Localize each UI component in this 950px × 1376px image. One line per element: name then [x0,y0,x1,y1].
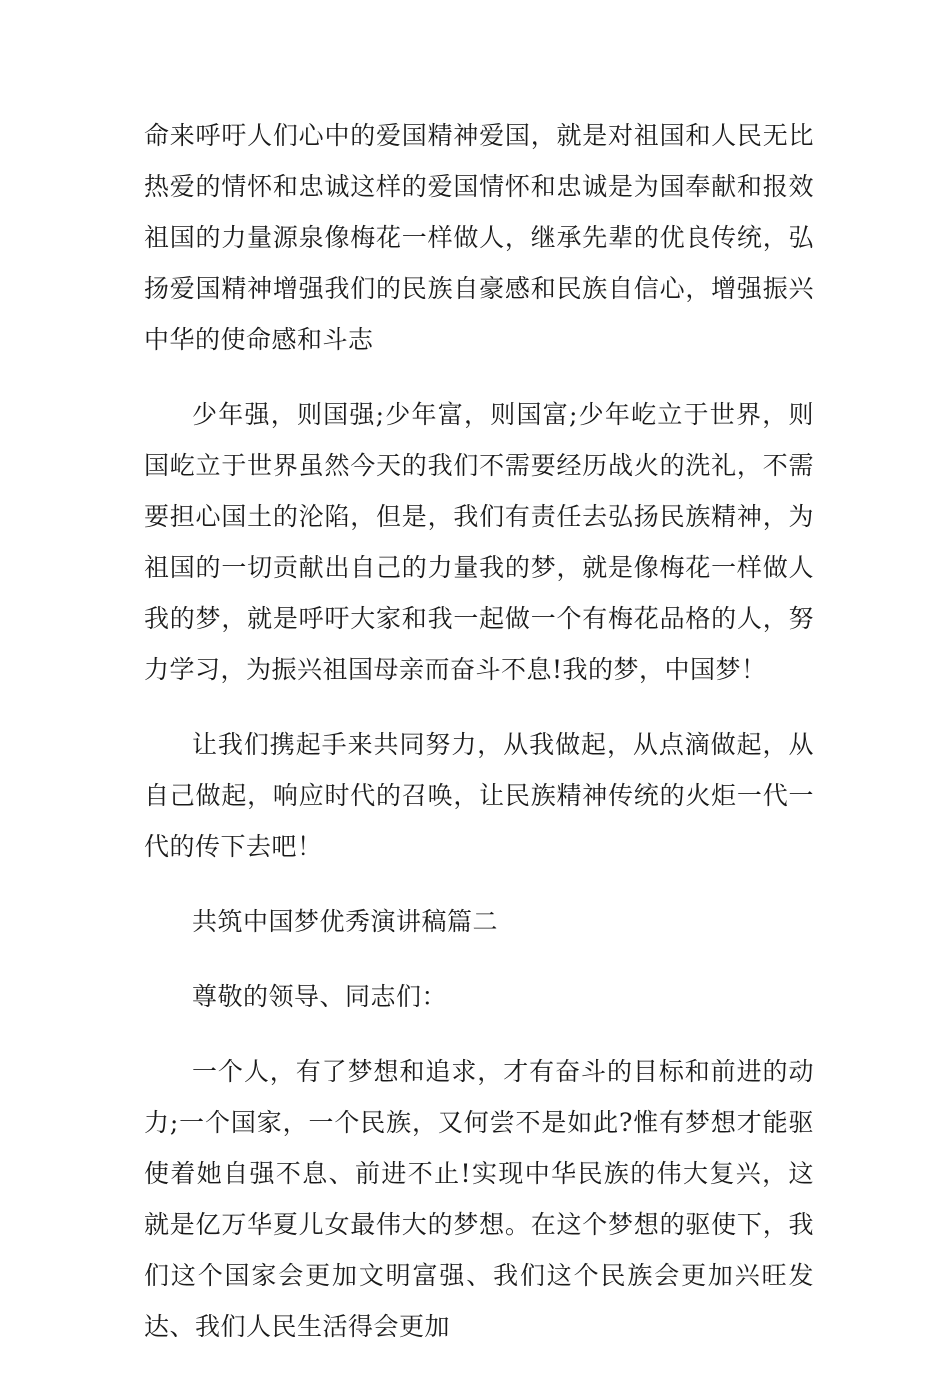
document-body [144,110,814,1376]
paragraph-dream: 一个人，有了梦想和追求，才有奋斗的目标和前进的动力;一个国家，一个民族，又何尝不是如此?惟有梦想才能驱使着她自强不息、前进不止!实现中华民族的伟大复兴，这就是亿万华夏儿女最伟大的梦想。在这个梦想的驱使下，我们这个国家会更加文明富强、我们这个民族会更加兴旺发达、我们人民生活得会更加 [144,1057,814,1341]
salutation: 尊敬的领导、同志们： [192,982,448,1011]
paragraph-continuation: 命来呼吁人们心中的爱国精神爱国，就是对祖国和人民无比热爱的情怀和忠诚这样的爱国情怀和忠诚是为国奉献和报效祖国的力量源泉像梅花一样做人，继承先辈的优良传统，弘扬爱国精神增强我们的民族自豪感和民族自信心，增强振兴中华的使命感和斗志 [144,121,814,354]
section-title: 共筑中国梦优秀演讲稿篇二 [192,907,499,936]
paragraph-call-to-action: 让我们携起手来共同努力，从我做起，从点滴做起，从自己做起，响应时代的召唤，让民族精神传统的火炬一代一代的传下去吧！ [144,730,814,861]
paragraph-youth: 少年强，则国强;少年富，则国富;少年屹立于世界，则国屹立于世界虽然今天的我们不需要经历战火的洗礼，不需要担心国土的沦陷，但是，我们有责任去弘扬民族精神，为祖国的一切贡献出自己的力量我的梦，就是像梅花一样做人我的梦，就是呼吁大家和我一起做一个有梅花品格的人，努力学习，为振兴祖国母亲而奋斗不息!我的梦，中国梦！ [144,400,814,684]
